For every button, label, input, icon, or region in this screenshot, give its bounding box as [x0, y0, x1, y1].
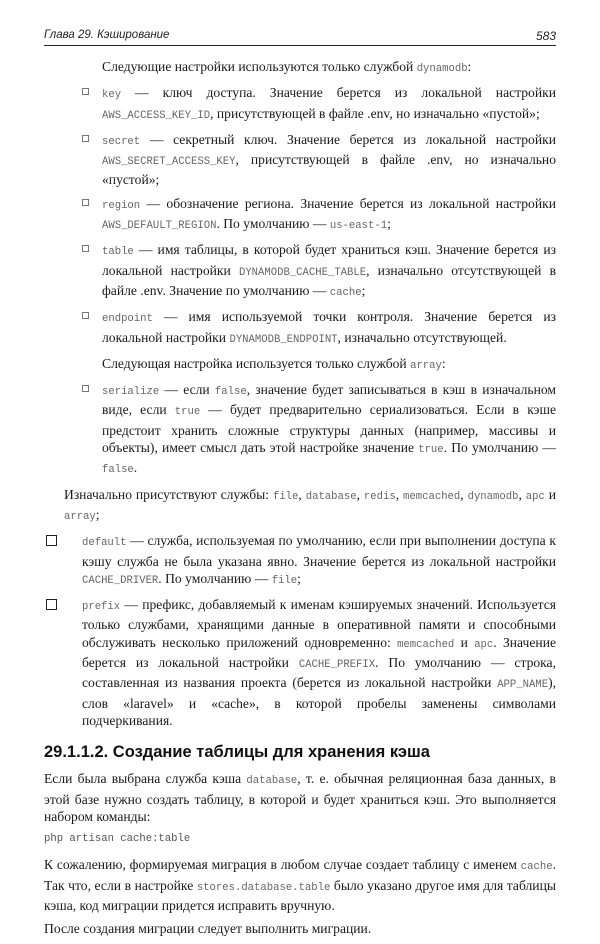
square-bullet-icon — [82, 385, 89, 392]
list-item-secret: secret — секретный ключ. Значение берется из локальной настройки AWS_SECRET_ACCESS_KEY, присутствующей в файле .env, но изначально «пустой»; — [44, 131, 556, 189]
section-paragraph-3: После создания миграции следует выполнить миграции. — [44, 921, 372, 937]
square-bullet-icon — [82, 88, 89, 95]
section-heading: 29.1.1.2. Создание таблицы для хранения кэша — [44, 743, 430, 762]
running-header — [44, 29, 556, 46]
checkbox-bullet-icon — [46, 599, 57, 610]
code-command: php artisan cache:table — [44, 833, 191, 846]
section-paragraph-2: К сожалению, формируемая миграция в любом случае создает таблицу с именем cache. Так что, если в настройке stores.database.table было указано другое имя для таблицы кэша, код миграции придется исправить вручную. — [44, 857, 556, 913]
list-item-key: key — ключ доступа. Значение берется из локальной настройки AWS_ACCESS_KEY_ID, присутствующей в файле .env, но изначально «пустой»; — [44, 84, 556, 125]
chapter-title: Глава 29. Кэширование — [44, 29, 170, 41]
list-item-endpoint: endpoint — имя используемой точки контроля. Значение берется из локальной настройки DYNAMODB_ENDPOINT, изначально отсутствующей. — [44, 308, 556, 349]
section-paragraph-1: Если была выбрана служба кэша database, т. е. обычная реляционная база данных, в этой базе нужно создать таблицу, в которой и будет храниться кэш. Это выполняется набором команды: — [44, 771, 556, 824]
square-bullet-icon — [82, 312, 89, 319]
checkbox-bullet-icon — [46, 535, 57, 546]
square-bullet-icon — [82, 199, 89, 206]
square-bullet-icon — [82, 135, 89, 142]
array-intro: Следующая настройка используется только службой array: — [102, 355, 446, 372]
code-dynamodb: dynamodb — [416, 63, 468, 75]
page-body — [44, 58, 556, 944]
dynamodb-intro: Следующие настройки используются только службой dynamodb: — [102, 59, 472, 75]
list-item-default: default — служба, используемая по умолчанию, если при выполнении доступа к кэшу служба не была указана явно. Значение берется из локальной настройки CACHE_DRIVER. По умолчанию — file; — [44, 532, 556, 590]
services-line: Изначально присутствуют службы: file, database, redis, memcached, dynamodb, apc и array; — [64, 486, 557, 523]
list-item-region: region — обозначение региона. Значение берется из локальной настройки AWS_DEFAULT_REGION. По умолчанию — us-east-1; — [44, 195, 556, 236]
square-bullet-icon — [82, 245, 89, 252]
page-number: 583 — [535, 29, 556, 43]
list-item-prefix: prefix — префикс, добавляемый к именам кэшируемых значений. Используется только службами, хранящими данные в оперативной памяти и способными обслуживать несколько приложений одновременно: memcached и apc. Значение берется из локальной настройки CACHE_PREFIX. По умолчанию — строка, составленная из названия проекта (берется из локальной настройки APP_NAME), слов «laravel» и «cache», в которой пробелы заменены символами подчеркивания. — [44, 596, 556, 729]
list-item-table: table — имя таблицы, в которой будет храниться кэш. Значение берется из локальной настройки DYNAMODB_CACHE_TABLE, изначально отсутствующей в файле .env. Значение по умолчанию — cache; — [44, 241, 556, 302]
list-item-serialize: serialize — если false, значение будет записываться в кэш в изначальном виде, если true — будет предварительно сериализоваться. Если в кэше предстоит хранить сложные структуры данных (например, массивы и объекты), имеет смысл дать этой настройке значение true. По умолчанию — false. — [44, 381, 556, 479]
